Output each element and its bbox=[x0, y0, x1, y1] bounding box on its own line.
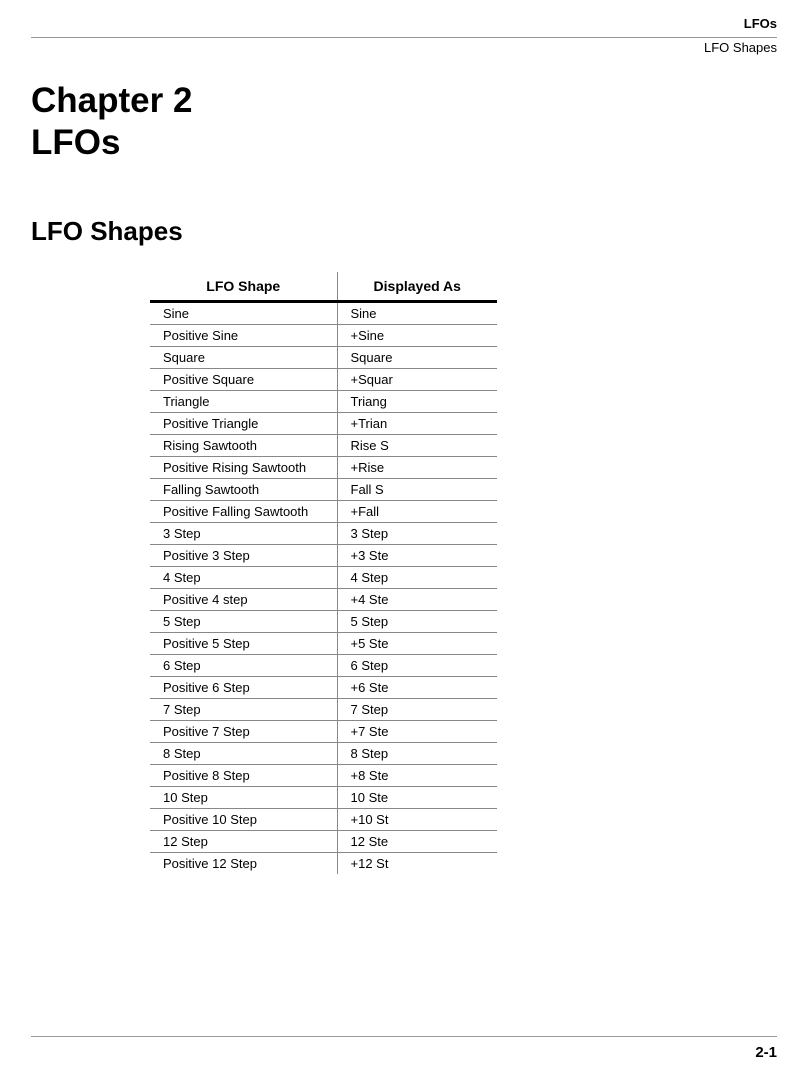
chapter-name: LFOs bbox=[31, 123, 121, 162]
displayed-as-cell: +Squar bbox=[337, 369, 497, 391]
table-row bbox=[150, 523, 497, 545]
column-header-lfo-shape: LFO Shape bbox=[150, 272, 337, 302]
lfo-shape-cell: Rising Sawtooth bbox=[150, 435, 337, 457]
displayed-as-cell: 10 Ste bbox=[337, 787, 497, 809]
displayed-as-cell: Sine bbox=[337, 302, 497, 325]
lfo-shape-cell: Positive Square bbox=[150, 369, 337, 391]
displayed-as-cell: Fall S bbox=[337, 479, 497, 501]
lfo-shape-cell: 5 Step bbox=[150, 611, 337, 633]
page-number: 2-1 bbox=[755, 1044, 777, 1061]
displayed-as-cell: +Fall bbox=[337, 501, 497, 523]
lfo-shape-cell: Positive 4 step bbox=[150, 589, 337, 611]
table-row bbox=[150, 413, 497, 435]
section-heading: LFO Shapes bbox=[31, 216, 183, 246]
table-row bbox=[150, 435, 497, 457]
table-row bbox=[150, 567, 497, 589]
lfo-shapes-table bbox=[150, 272, 497, 874]
header-rule bbox=[31, 37, 777, 38]
lfo-shape-cell: 10 Step bbox=[150, 787, 337, 809]
running-header-chapter: LFOs bbox=[743, 16, 777, 31]
displayed-as-cell: 12 Ste bbox=[337, 831, 497, 853]
table-row bbox=[150, 611, 497, 633]
lfo-shape-cell: 8 Step bbox=[150, 743, 337, 765]
table-row bbox=[150, 655, 497, 677]
lfo-shape-cell: 12 Step bbox=[150, 831, 337, 853]
displayed-as-cell: +4 Ste bbox=[337, 589, 497, 611]
lfo-shape-cell: Sine bbox=[150, 302, 337, 325]
table-row bbox=[150, 457, 497, 479]
lfo-shape-cell: Positive 6 Step bbox=[150, 677, 337, 699]
lfo-shape-cell: Positive Sine bbox=[150, 325, 337, 347]
displayed-as-cell: 4 Step bbox=[337, 567, 497, 589]
displayed-as-cell: 3 Step bbox=[337, 523, 497, 545]
displayed-as-cell: 5 Step bbox=[337, 611, 497, 633]
displayed-as-cell: 8 Step bbox=[337, 743, 497, 765]
table-row bbox=[150, 479, 497, 501]
lfo-shape-cell: Positive 12 Step bbox=[150, 853, 337, 875]
lfo-shape-cell: 7 Step bbox=[150, 699, 337, 721]
table-row bbox=[150, 369, 497, 391]
displayed-as-cell: +6 Ste bbox=[337, 677, 497, 699]
table-row bbox=[150, 545, 497, 567]
lfo-shape-cell: 3 Step bbox=[150, 523, 337, 545]
displayed-as-cell: +Rise bbox=[337, 457, 497, 479]
displayed-as-cell: Rise S bbox=[337, 435, 497, 457]
table-row bbox=[150, 787, 497, 809]
table-row bbox=[150, 765, 497, 787]
lfo-shape-cell: Square bbox=[150, 347, 337, 369]
displayed-as-cell: +3 Ste bbox=[337, 545, 497, 567]
lfo-shape-cell: Positive 3 Step bbox=[150, 545, 337, 567]
table-row bbox=[150, 699, 497, 721]
displayed-as-cell: +7 Ste bbox=[337, 721, 497, 743]
table-row bbox=[150, 831, 497, 853]
table-row bbox=[150, 302, 497, 325]
chapter-number: Chapter 2 bbox=[31, 81, 193, 120]
table-body bbox=[150, 302, 497, 875]
lfo-shape-cell: Positive 8 Step bbox=[150, 765, 337, 787]
lfo-shape-cell: 4 Step bbox=[150, 567, 337, 589]
table-row bbox=[150, 589, 497, 611]
displayed-as-cell: Triang bbox=[337, 391, 497, 413]
column-header-displayed-as: Displayed As bbox=[337, 272, 497, 302]
table-row bbox=[150, 853, 497, 875]
lfo-shape-cell: Positive 7 Step bbox=[150, 721, 337, 743]
displayed-as-cell: +10 St bbox=[337, 809, 497, 831]
displayed-as-cell: 6 Step bbox=[337, 655, 497, 677]
lfo-shape-cell: Falling Sawtooth bbox=[150, 479, 337, 501]
lfo-shape-cell: 6 Step bbox=[150, 655, 337, 677]
chapter-title bbox=[31, 80, 192, 164]
table-header-row bbox=[150, 272, 497, 302]
table-row bbox=[150, 347, 497, 369]
displayed-as-cell: 7 Step bbox=[337, 699, 497, 721]
lfo-shape-cell: Positive Falling Sawtooth bbox=[150, 501, 337, 523]
table-row bbox=[150, 501, 497, 523]
displayed-as-cell: Square bbox=[337, 347, 497, 369]
table-row bbox=[150, 325, 497, 347]
table-row bbox=[150, 743, 497, 765]
table-row bbox=[150, 677, 497, 699]
table-row bbox=[150, 391, 497, 413]
displayed-as-cell: +8 Ste bbox=[337, 765, 497, 787]
lfo-shape-cell: Positive 5 Step bbox=[150, 633, 337, 655]
table-row bbox=[150, 633, 497, 655]
displayed-as-cell: +Sine bbox=[337, 325, 497, 347]
lfo-shape-cell: Positive Rising Sawtooth bbox=[150, 457, 337, 479]
lfo-shape-cell: Triangle bbox=[150, 391, 337, 413]
table-row bbox=[150, 721, 497, 743]
lfo-shape-cell: Positive 10 Step bbox=[150, 809, 337, 831]
lfo-shape-cell: Positive Triangle bbox=[150, 413, 337, 435]
displayed-as-cell: +12 St bbox=[350, 856, 389, 871]
table-row bbox=[150, 809, 497, 831]
displayed-as-cell: +5 Ste bbox=[337, 633, 497, 655]
running-header-section: LFO Shapes bbox=[704, 40, 777, 55]
footer-rule bbox=[31, 1036, 777, 1037]
displayed-as-cell: +Trian bbox=[337, 413, 497, 435]
